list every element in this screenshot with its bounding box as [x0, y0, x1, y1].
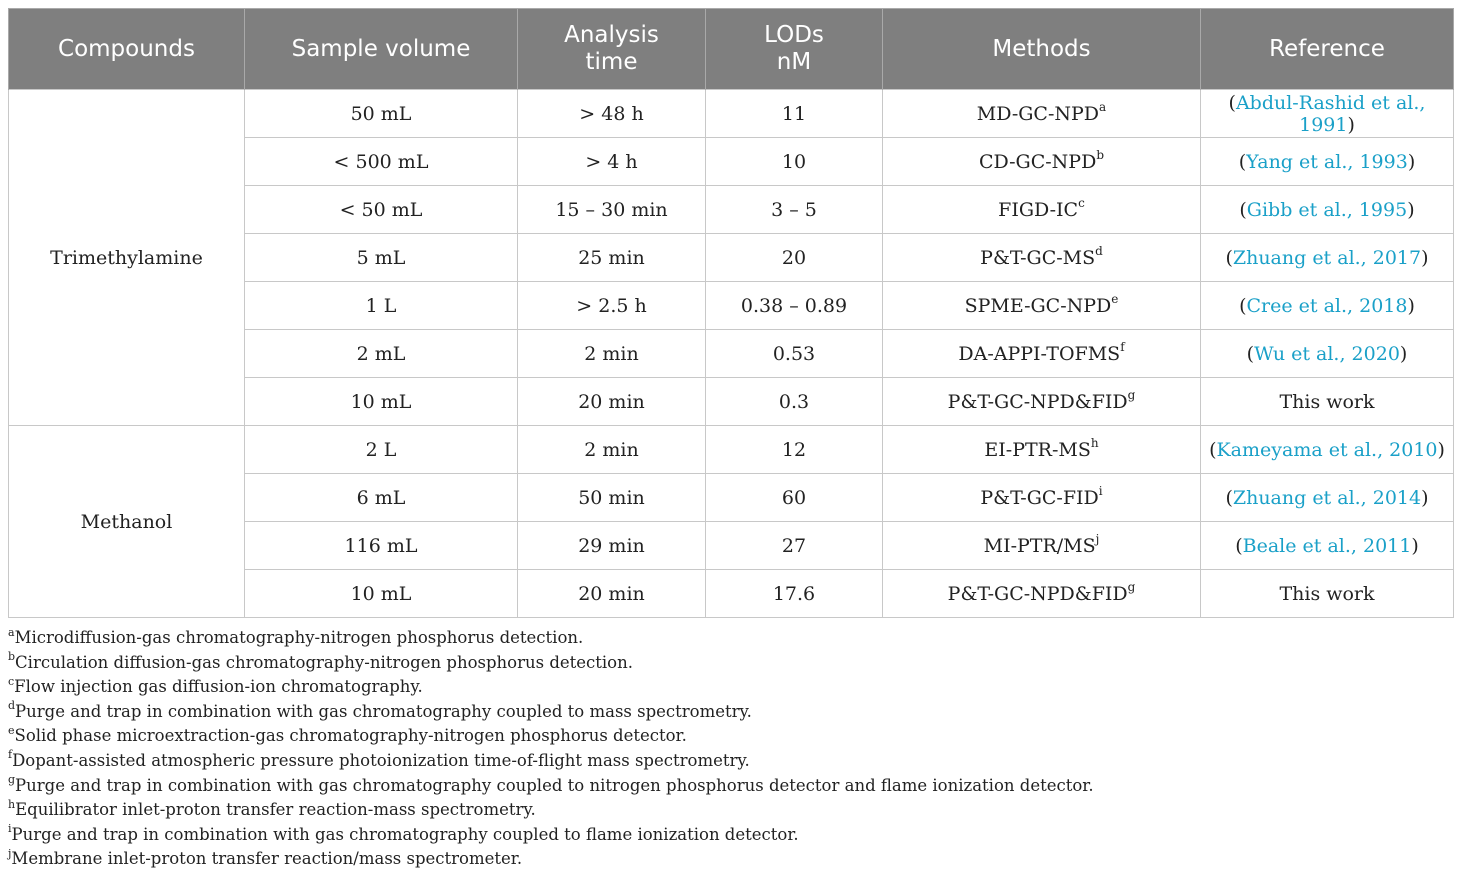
- method-footnote-mark: c: [1078, 196, 1085, 211]
- method-name: P&T-GC-FID: [980, 486, 1099, 509]
- footnote: [8, 724, 1094, 749]
- method-footnote-mark: b: [1096, 148, 1104, 163]
- footnote: [8, 749, 1094, 774]
- compound-cell: Methanol: [9, 426, 245, 618]
- analysis-time-cell: > 48 h: [518, 90, 706, 138]
- footnote: [8, 626, 1094, 651]
- method-footnote-mark: a: [1099, 100, 1107, 115]
- reference-open-paren: (: [1209, 438, 1217, 461]
- reference-cell: [1201, 522, 1454, 570]
- method-footnote-mark: e: [1111, 292, 1119, 307]
- header-reference: Reference: [1201, 9, 1454, 90]
- footnote-mark: e: [8, 723, 15, 737]
- method-cell: [883, 330, 1201, 378]
- sample-volume-cell: 2 L: [245, 426, 518, 474]
- reference-link[interactable]: Cree et al., 2018: [1246, 294, 1408, 317]
- sample-volume-cell: 6 mL: [245, 474, 518, 522]
- reference-close-paren: ): [1407, 150, 1416, 173]
- analysis-time-cell: > 4 h: [518, 138, 706, 186]
- lod-cell: 11: [706, 90, 883, 138]
- header-sample-volume: Sample volume: [245, 9, 518, 90]
- lod-cell: 0.3: [706, 378, 883, 426]
- footnote-mark: b: [8, 650, 16, 664]
- header-methods: Methods: [883, 9, 1201, 90]
- footnote: [8, 798, 1094, 823]
- analysis-time-cell: 50 min: [518, 474, 706, 522]
- method-cell: [883, 186, 1201, 234]
- footnote-mark: g: [8, 773, 16, 787]
- analysis-time-cell: 20 min: [518, 570, 706, 618]
- analysis-time-cell: > 2.5 h: [518, 282, 706, 330]
- sample-volume-cell: 10 mL: [245, 378, 518, 426]
- reference-open-paren: (: [1225, 486, 1233, 509]
- method-cell: [883, 282, 1201, 330]
- reference-close-paren: ): [1411, 534, 1419, 557]
- reference-cell: [1201, 90, 1454, 138]
- footnote: [8, 847, 1094, 872]
- table-row: [9, 426, 1454, 474]
- method-cell: [883, 378, 1201, 426]
- footnote-text: Membrane inlet-proton transfer reaction/mass spectrometer.: [11, 849, 523, 869]
- footnote-mark: i: [8, 822, 12, 836]
- footnote-text: Microdiffusion-gas chromatography-nitrogen phosphorus detection.: [14, 628, 584, 647]
- reference-text: This work: [1279, 582, 1375, 605]
- reference-link[interactable]: Abdul-Rashid et al., 1991: [1235, 91, 1426, 136]
- method-footnote-mark: h: [1090, 436, 1099, 451]
- method-footnote-mark: f: [1120, 340, 1125, 355]
- reference-link[interactable]: Zhuang et al., 2017: [1232, 246, 1422, 269]
- reference-cell: [1201, 570, 1454, 618]
- footnote-mark: c: [8, 674, 15, 688]
- method-cell: [883, 138, 1201, 186]
- method-name: P&T-GC-NPD&FID: [947, 582, 1128, 605]
- method-cell: [883, 474, 1201, 522]
- footnote-text: Equilibrator inlet-proton transfer reaction-mass spectrometry.: [15, 800, 536, 820]
- sample-volume-cell: < 50 mL: [245, 186, 518, 234]
- method-footnote-mark: i: [1098, 484, 1103, 499]
- reference-cell: [1201, 330, 1454, 378]
- analysis-time-cell: 20 min: [518, 378, 706, 426]
- footnote: [8, 651, 1094, 676]
- reference-cell: [1201, 138, 1454, 186]
- method-cell: [883, 426, 1201, 474]
- header-row: [9, 9, 1454, 90]
- table-row: [9, 90, 1454, 138]
- compound-cell: Trimethylamine: [9, 90, 245, 426]
- comparison-table: [8, 8, 1454, 618]
- reference-cell: [1201, 234, 1454, 282]
- sample-volume-cell: 1 L: [245, 282, 518, 330]
- footnote-mark: h: [8, 797, 16, 811]
- sample-volume-cell: 10 mL: [245, 570, 518, 618]
- reference-open-paren: (: [1238, 150, 1247, 173]
- analysis-time-cell: 2 min: [518, 426, 706, 474]
- footnote-text: Solid phase microextraction-gas chromatography-nitrogen phosphorus detector.: [14, 726, 687, 746]
- footnote-text: Purge and trap in combination with gas chromatography coupled to flame ionization detector.: [11, 824, 799, 844]
- method-cell: [883, 570, 1201, 618]
- footnote-text: Dopant-assisted atmospheric pressure photoionization time-of-flight mass spectrometry.: [12, 750, 750, 770]
- reference-close-paren: ): [1437, 438, 1445, 461]
- footnote-text: Purge and trap in combination with gas chromatography coupled to mass spectrometry.: [15, 701, 752, 721]
- sample-volume-cell: 50 mL: [245, 90, 518, 138]
- lod-cell: 17.6: [706, 570, 883, 618]
- reference-open-paren: (: [1239, 198, 1247, 221]
- lod-cell: 20: [706, 234, 883, 282]
- reference-close-paren: ): [1407, 294, 1415, 317]
- method-cell: [883, 522, 1201, 570]
- method-footnote-mark: g: [1127, 580, 1136, 595]
- reference-link[interactable]: Wu et al., 2020: [1254, 342, 1400, 365]
- lod-cell: 0.53: [706, 330, 883, 378]
- sample-volume-cell: 5 mL: [245, 234, 518, 282]
- method-cell: [883, 90, 1201, 138]
- footnote: [8, 700, 1094, 725]
- footnote: [8, 823, 1094, 848]
- footnote-text: Flow injection gas diffusion-ion chromatography.: [14, 677, 423, 697]
- method-footnote-mark: g: [1127, 388, 1136, 403]
- header-lods: LODs nM: [706, 9, 883, 90]
- reference-open-paren: (: [1225, 246, 1233, 269]
- analysis-time-cell: 29 min: [518, 522, 706, 570]
- method-name: MD-GC-NPD: [976, 102, 1100, 125]
- reference-link[interactable]: Zhuang et al., 2014: [1232, 486, 1422, 509]
- analysis-time-cell: 15 – 30 min: [518, 186, 706, 234]
- analysis-time-cell: 2 min: [518, 330, 706, 378]
- method-name: EI-PTR-MS: [984, 438, 1091, 461]
- method-cell: [883, 234, 1201, 282]
- reference-link[interactable]: Beale et al., 2011: [1242, 534, 1412, 557]
- sample-volume-cell: < 500 mL: [245, 138, 518, 186]
- reference-close-paren: ): [1421, 246, 1429, 269]
- reference-open-paren: (: [1239, 294, 1247, 317]
- reference-text: This work: [1279, 390, 1375, 413]
- footnote-mark: a: [8, 625, 15, 639]
- reference-link[interactable]: Gibb et al., 1995: [1246, 198, 1408, 221]
- method-name: FIGD-IC: [998, 198, 1079, 221]
- method-footnote-mark: d: [1095, 244, 1103, 259]
- footnote-text: Circulation diffusion-gas chromatography-nitrogen phosphorus detection.: [15, 652, 633, 672]
- method-name: SPME-GC-NPD: [964, 294, 1112, 317]
- reference-link[interactable]: Kameyama et al., 2010: [1216, 438, 1438, 461]
- reference-cell: [1201, 426, 1454, 474]
- lod-cell: 12: [706, 426, 883, 474]
- method-footnote-mark: j: [1095, 532, 1100, 547]
- reference-open-paren: (: [1246, 342, 1255, 365]
- reference-cell: [1201, 474, 1454, 522]
- footnote: [8, 774, 1094, 799]
- lod-cell: 10: [706, 138, 883, 186]
- reference-close-paren: ): [1347, 113, 1355, 136]
- method-name: DA-APPI-TOFMS: [958, 342, 1121, 365]
- footnote-mark: f: [8, 748, 13, 762]
- lod-cell: 3 – 5: [706, 186, 883, 234]
- method-name: P&T-GC-NPD&FID: [947, 390, 1128, 413]
- method-name: CD-GC-NPD: [978, 150, 1097, 173]
- reference-link[interactable]: Yang et al., 1993: [1246, 150, 1408, 173]
- reference-close-paren: ): [1399, 342, 1408, 365]
- method-name: P&T-GC-MS: [980, 246, 1096, 269]
- reference-cell: [1201, 378, 1454, 426]
- lod-cell: 27: [706, 522, 883, 570]
- analysis-time-cell: 25 min: [518, 234, 706, 282]
- lod-cell: 0.38 – 0.89: [706, 282, 883, 330]
- method-name: MI-PTR/MS: [983, 534, 1096, 557]
- reference-cell: [1201, 186, 1454, 234]
- footnote-text: Purge and trap in combination with gas chromatography coupled to nitrogen phosphorus detector and flame ionization detector.: [15, 775, 1094, 795]
- lod-cell: 60: [706, 474, 883, 522]
- footnote-mark: j: [8, 846, 12, 860]
- header-compounds: Compounds: [9, 9, 245, 90]
- table-body: [9, 90, 1454, 618]
- sample-volume-cell: 116 mL: [245, 522, 518, 570]
- reference-open-paren: (: [1235, 534, 1243, 557]
- reference-open-paren: (: [1228, 91, 1236, 114]
- sample-volume-cell: 2 mL: [245, 330, 518, 378]
- reference-cell: [1201, 282, 1454, 330]
- reference-close-paren: ): [1407, 198, 1415, 221]
- reference-close-paren: ): [1421, 486, 1429, 509]
- header-analysis-time: Analysis time: [518, 9, 706, 90]
- footnotes: [8, 626, 1094, 872]
- footnote: [8, 675, 1094, 700]
- footnote-mark: d: [8, 699, 16, 713]
